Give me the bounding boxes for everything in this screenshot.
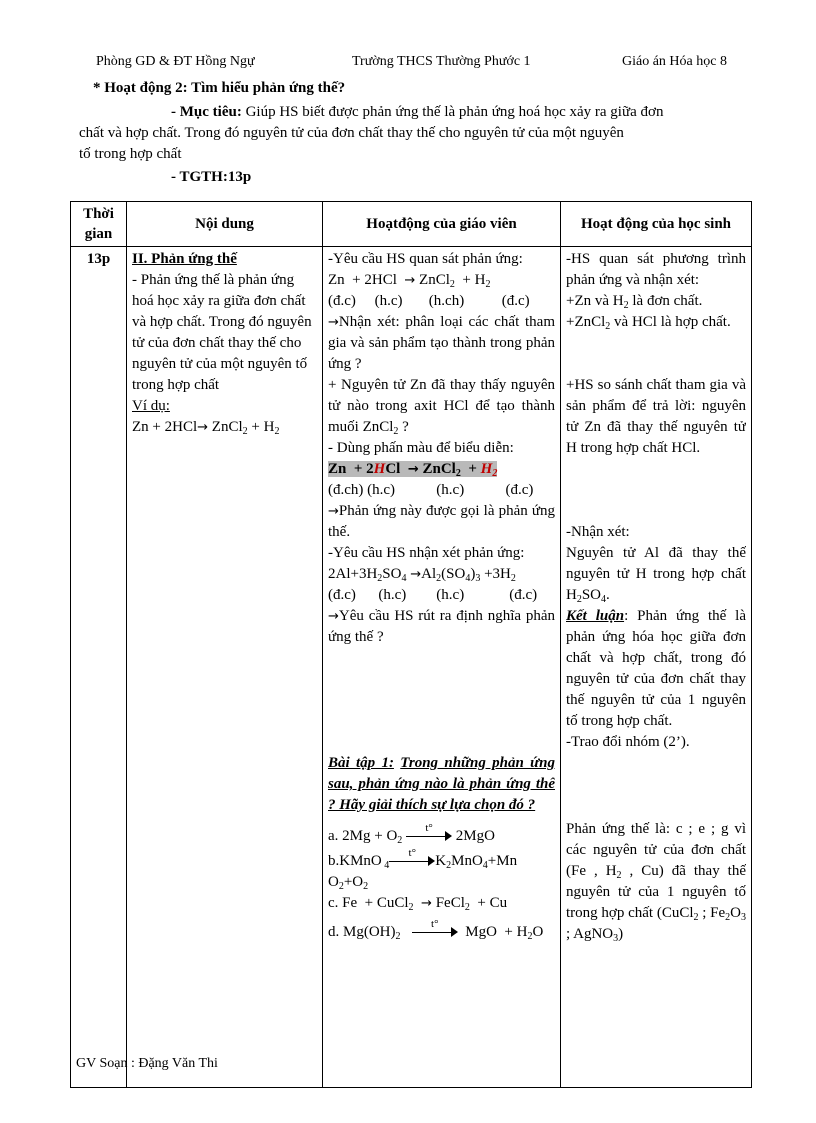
teacher-cell (323, 247, 561, 1088)
student-compare: +HS so sánh chất tham gia và sản phẩm để trả lời: nguyên tử Zn đã thay thế nguyên tử H trong hợp chất HCl. (566, 377, 746, 456)
col-header-teacher: Hoạtđộng của giáo viên (323, 202, 561, 247)
teacher-equation-1: Zn + 2HCl → ZnCl$_2$ + $H_2$ (328, 272, 491, 290)
content-cell (127, 247, 323, 1088)
header-school: Trường THCS Thường Phước 1 (352, 54, 531, 69)
teacher-instruction-2: - Dùng phấn màu để biểu diễn: (328, 440, 514, 456)
student-cell (561, 247, 752, 1088)
header-subject: Giáo án Hóa học 8 (622, 54, 727, 69)
col-header-time: Thời gian (71, 202, 127, 247)
student-remark-elements: +Zn và $H_2$ là đơn chất. (566, 293, 703, 311)
footer-author: GV Soạn : Đặng Văn Thi (76, 1056, 218, 1071)
example-equation: Zn + 2HCl→ ZnCl$_2$ + $H_2$ (132, 419, 280, 437)
teacher-equation-2: $2Al+3H_2SO_4 \to Al_2(SO_4)_3 +3H_2$ (328, 566, 516, 584)
exercise-1: Bài tập 1: Trong những phản ứng sau, phản ứng nào là phản ứng thế ? Hãy giải thích sự lựa chọn đó ? (328, 755, 555, 813)
col-header-student: Hoạt động của học sinh (561, 202, 752, 247)
teacher-states-2: (đ.ch) (h.c) (h.c) (đ.c) (328, 482, 534, 498)
teacher-remark-1: →Nhận xét: phân loại các chất tham gia và sản phẩm tạo thành trong phản ứng ? (328, 314, 555, 372)
header-school-dept: Phòng GD & ĐT Hồng Ngự (96, 54, 255, 69)
exercise-option-c: c. Fe + CuCl$_2$ → FeCl$_2$ + Cu (328, 895, 508, 913)
col-header-content: Nội dung (127, 202, 323, 247)
table-row (71, 247, 752, 1088)
student-remark-compounds: +ZnCl$_2$ và HCl là hợp chất. (566, 314, 731, 332)
activity-goal: - Mục tiêu: Giúp HS biết được phản ứng thế là phản ứng hoá học xảy ra giữa đơn chất và hợp chất. Trong đó nguyên tử của đơn chất thay thế cho nguyên tử của một nguyên tố trong hợp chất (79, 104, 664, 162)
activity-title: * Hoạt động 2: Tìm hiểu phản ứng thế? (93, 80, 346, 96)
exercise-option-a: a. $2Mg + O_2$ t° 2MgO (328, 821, 495, 846)
teacher-states-3: (đ.c) (h.c) (h.c) (đ.c) (328, 587, 538, 603)
teacher-equation-highlight: Zn + 2HCl → ZnCl$_2$ + $H_2$ (328, 461, 498, 479)
example-label: Ví dụ: (132, 398, 170, 414)
student-remark-label: -Nhận xét: (566, 524, 630, 540)
time-cell: 13p (71, 247, 127, 1088)
teacher-instruction-1: -Yêu cầu HS quan sát phản ứng: (328, 251, 523, 267)
definition-text: - Phản ứng thế là phản ứng hoá học xảy ra giữa đơn chất và hợp chất. Trong đó nguyên tử của đơn chất thay thế cho nguyên tử của một nguyên tố trong hợp chất (132, 272, 312, 393)
activity-time: - TGTH:13p (171, 169, 252, 185)
exercise-option-b: b.KMnO $_4$ t° $K_2MnO_4+Mn$ $O_2+O_2$ (328, 846, 518, 892)
student-remark-al: Nguyên tử Al đã thay thế nguyên tử H trong hợp chất $H_2SO_4$. (566, 545, 746, 605)
lesson-table (70, 201, 752, 1088)
section-heading: II. Phản ứng thế (132, 251, 237, 267)
teacher-remark-2: →Phản ứng này được gọi là phản ứng thế. (328, 503, 555, 540)
exercise-option-d: d. $Mg(OH)_2$ t° MgO + $H_2O$ (328, 917, 544, 942)
student-answer: Phản ứng thế là: c ; e ; g vì các nguyên tử của đơn chất (Fe , $H_2$ , Cu) đã thay thế nguyên tử của 1 nguyên tố trong hợp chất (CuCl$_2$ ; $Fe_2O_3$ ; AgNO$_3$) (566, 821, 746, 944)
student-group-work: -Trao đổi nhóm (2’). (566, 734, 690, 750)
teacher-question-2: →Yêu cầu HS rút ra định nghĩa phản ứng thế ? (328, 608, 555, 645)
teacher-states-1: (đ.c) (h.c) (h.ch) (đ.c) (328, 293, 530, 309)
teacher-instruction-3: -Yêu cầu HS nhận xét phản ứng: (328, 545, 525, 561)
student-conclusion: Kết luận: Phản ứng thế là phản ứng hóa học giữa đơn chất và hợp chất, trong đó nguyên tử của đơn chất thay thế nguyên tử của 1 nguyên tố trong hợp chất. (566, 608, 746, 729)
table-header-row (71, 202, 752, 247)
teacher-question-1: + Nguyên tử Zn đã thay thấy nguyên tử nào trong axit HCl để tạo thành muối ZnCl$_2$ ? (328, 377, 555, 437)
student-observe: -HS quan sát phương trình phản ứng và nhận xét: (566, 251, 746, 288)
